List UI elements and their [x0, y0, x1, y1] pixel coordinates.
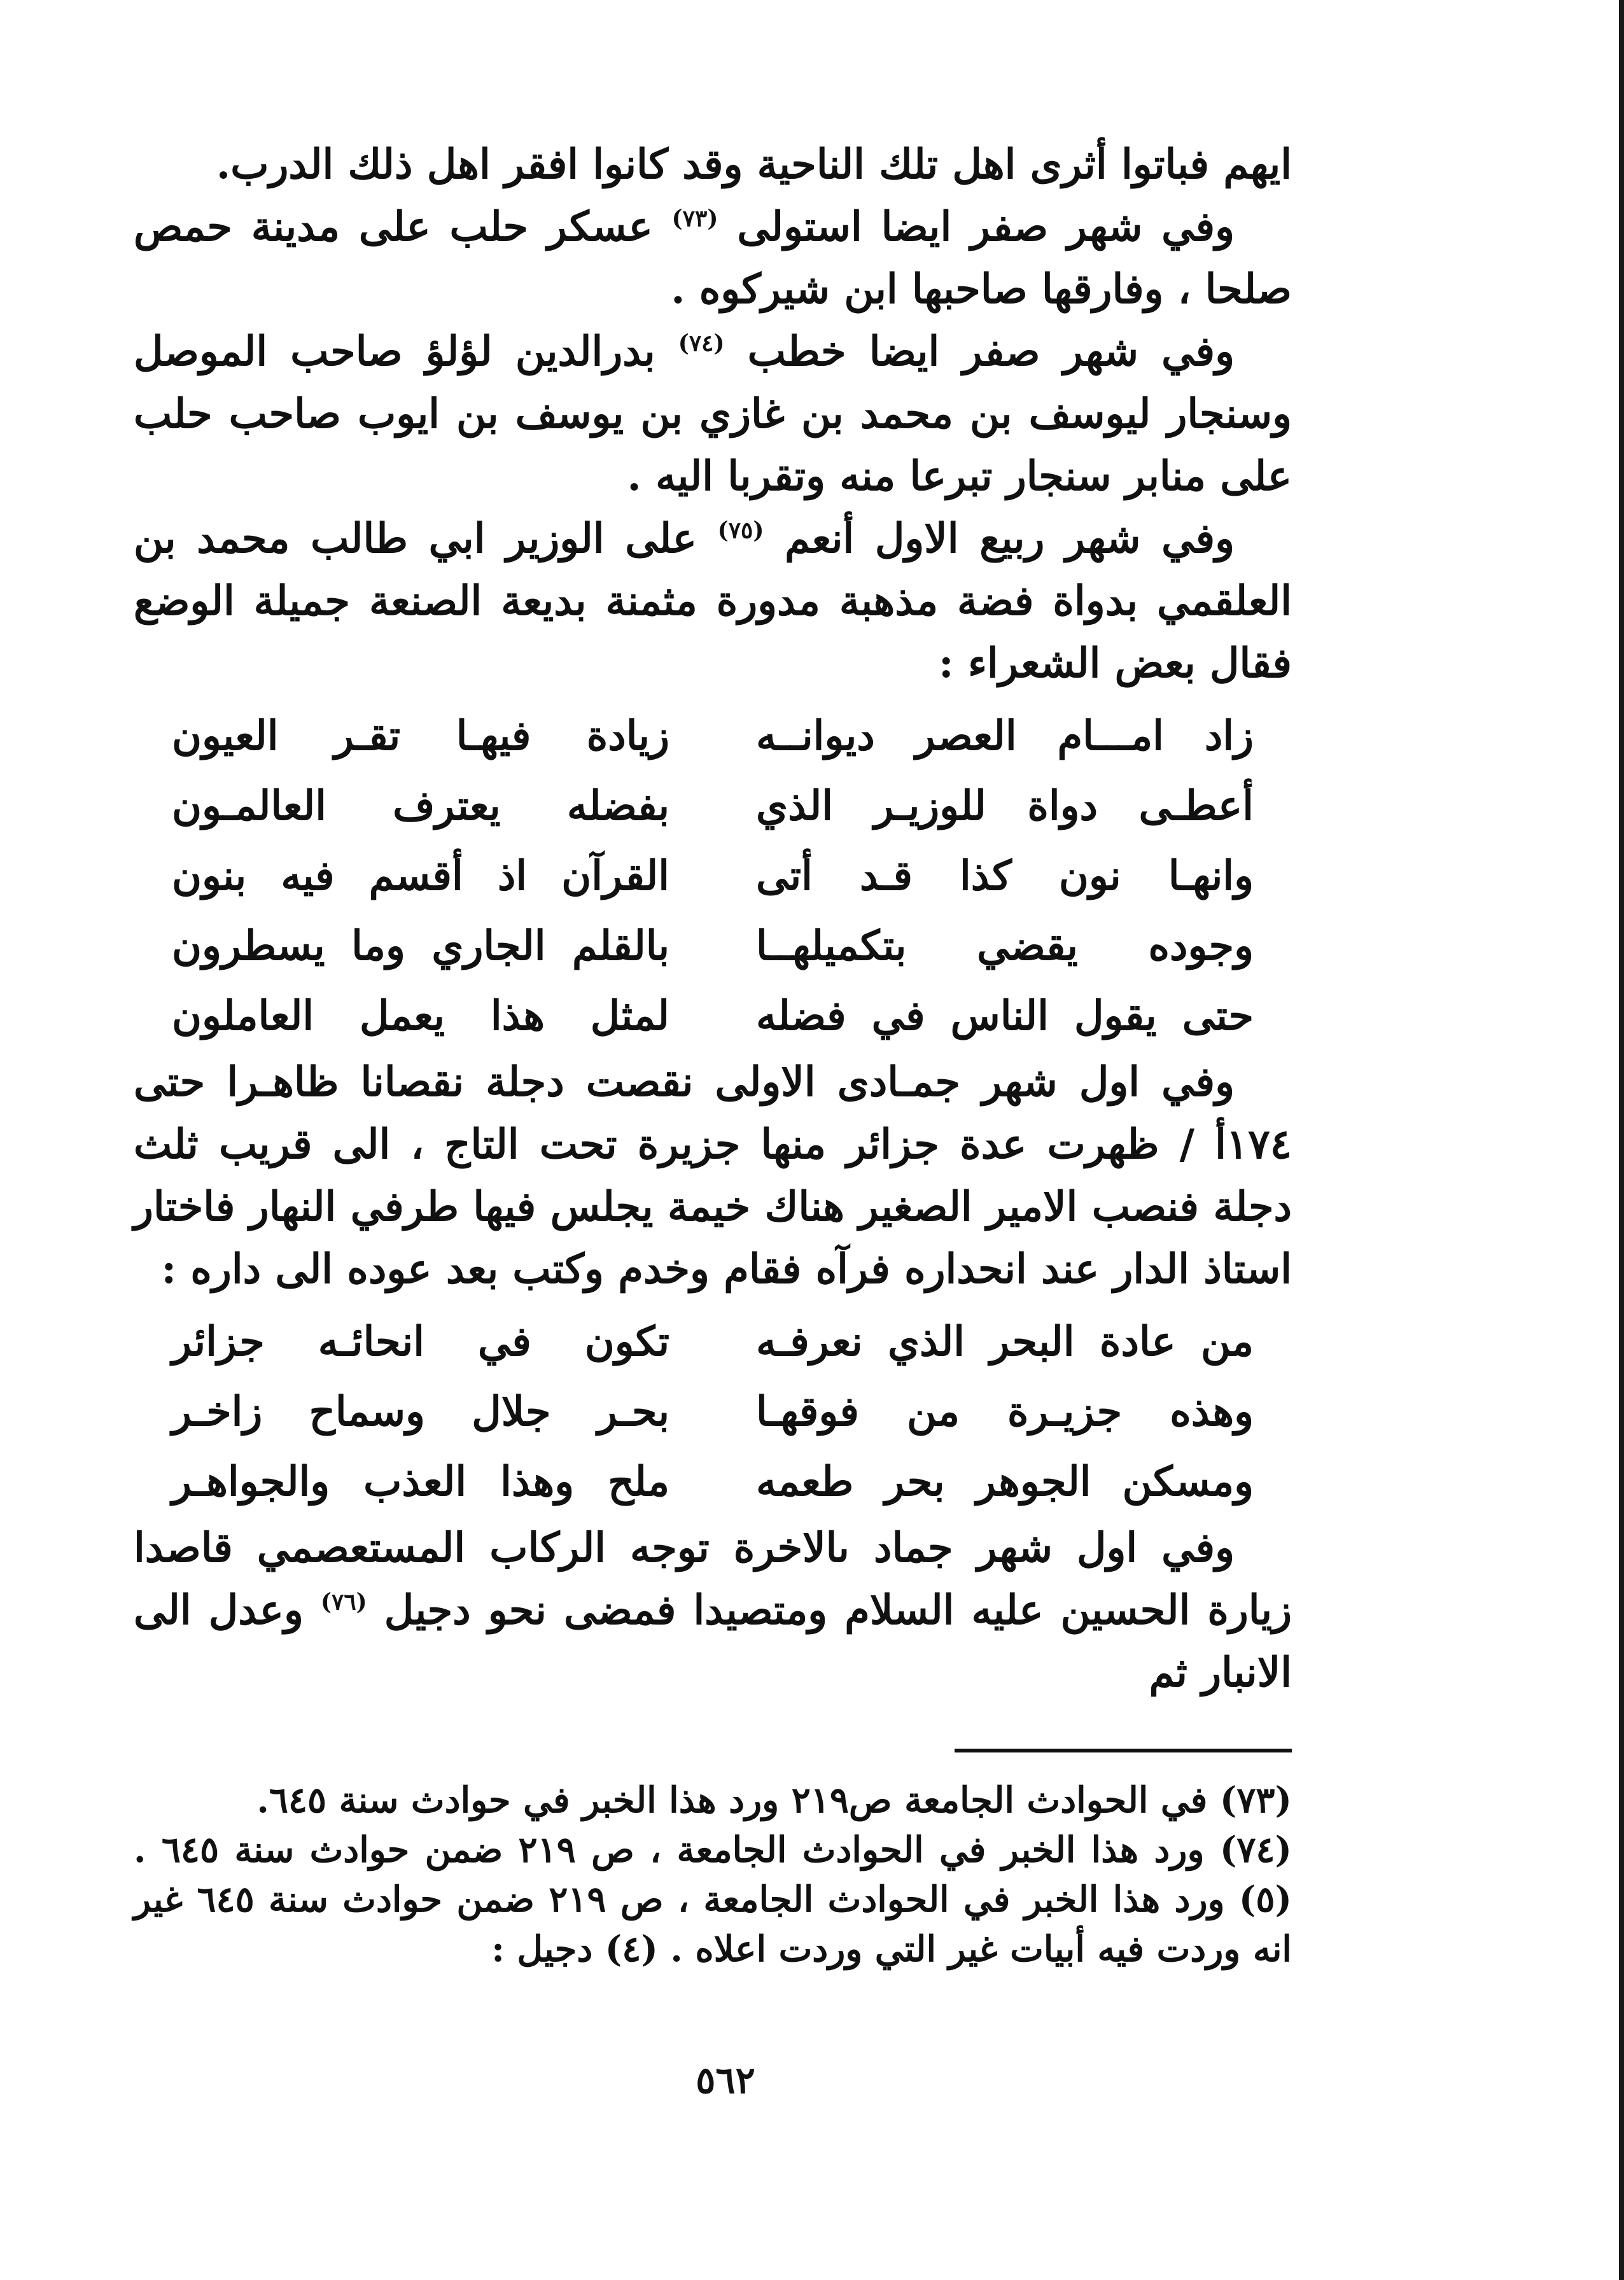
paragraph-4	[134, 508, 1292, 695]
footnote-74: (٧٤) ورد هذا الخبر في الحوادث الجامعة ، ص ٢١٩ ضمن حوادث سنة ٦٤٥ . (٥) ورد هذا الخبر في الحوادث الجامعة ، ص ٢١٩ ضمن حوادث سنة ٦٤٥ غير انه وردت فيه أبيات غير التي وردت اعلاه . (٤) دجيل :	[134, 1829, 1292, 1970]
verse-row	[172, 771, 1254, 841]
paragraph-4-before: وفي شهر ربيع الاول أنعم	[764, 515, 1235, 563]
verse-second-hemistich: القرآن اذ أقسم فيه بنون	[172, 852, 669, 900]
verse-row	[172, 841, 1254, 911]
verse-first-hemistich: حتى يقول الناس في فضله	[756, 992, 1254, 1040]
footnote-separator	[955, 1749, 1292, 1752]
verse-row	[172, 1447, 1254, 1517]
main-text	[134, 134, 1292, 1704]
verse-first-hemistich: أعطـى دواة للوزيـر الذي	[756, 782, 1254, 830]
page-edge	[1619, 0, 1624, 2280]
verse-first-hemistich: زاد امـــام العصر ديوانــه	[756, 712, 1254, 760]
verse-second-hemistich: تكون في انحائـه جزائر	[172, 1318, 669, 1366]
footnote-ref-76: (٧٦)	[320, 1588, 367, 1616]
paragraph-5	[134, 1051, 1292, 1301]
paragraph-2-before: وفي شهر صفر ايضا استولى	[718, 203, 1235, 251]
paragraph-6	[134, 1517, 1292, 1704]
verse-second-hemistich: لمثل هذا يعمل العاملون	[172, 992, 669, 1040]
verse-second-hemistich: ملح وهذا العذب والجواهـر	[172, 1458, 669, 1506]
verse-second-hemistich: بحـر جلال وسماح زاخـر	[172, 1388, 669, 1436]
paragraph-4-after: على الوزير ابي طالب محمد بن العلقمي بدواة فضة مذهبة مدورة مثمنة بديعة الصنعة جميلة الوضع فقال بعض الشعراء :	[134, 515, 1292, 687]
paragraph-2-after: عسكر حلب على مدينة حمص صلحا ، وفارقها صاحبها ابن شيركوه .	[134, 203, 1292, 313]
verse-row	[172, 911, 1254, 981]
footnotes	[134, 1775, 1292, 1974]
paragraph-1	[134, 134, 1292, 196]
paragraph-2	[134, 196, 1292, 321]
paragraph-6-before: وفي اول شهر جماد ىالاخرة توجه الركاب المستعصمي قاصدا زيارة الحسين عليه السلام ومتصيدا فمضى نحو دجيل	[134, 1524, 1292, 1634]
paragraph-6-after: وعدل الى الانبار ثم	[134, 1586, 1292, 1696]
verse-row	[172, 1377, 1254, 1447]
footnote-ref-75: (٧٥)	[717, 517, 764, 544]
footnote-73: (٧٣) في الحوادث الجامعة ص٢١٩ ورد هذا الخبر في حوادث سنة ٦٤٥.	[256, 1779, 1292, 1821]
footnote-ref-74: (٧٤)	[678, 330, 725, 357]
paragraph-3-before: وفي شهر صفر ايضا خطب	[724, 328, 1235, 375]
poem-2	[134, 1307, 1292, 1517]
paragraph-3	[134, 321, 1292, 508]
verse-second-hemistich: زيادة فيهـا تقـر العيون	[172, 712, 669, 760]
footnote-ref-73: (٧٣)	[671, 205, 718, 232]
verse-first-hemistich: وجوده يقضي بتكميلهــا	[756, 922, 1254, 970]
verse-row	[172, 981, 1254, 1051]
paragraph-3-after: بدرالدين لؤلؤ صاحب الموصل وسنجار ليوسف بن محمد بن غازي بن يوسف بن ايوب صاحب حلب على منابر سنجار تبرعا منه وتقربا اليه .	[134, 328, 1292, 500]
verse-row	[172, 1307, 1254, 1377]
paragraph-5-text: وفي اول شهر جمـادى الاولى نقصت دجلة نقصانا ظاهـرا حتى ١٧٤أ / ظهرت عدة جزائر منها جزيرة تحت التاج ، الى قريب ثلث دجلة فنصب الامير الصغير هناك خيمة يجلس فيها طرفي النهار فاختار استاذ الدار عند انحداره فرآه فقام وخدم وكتب بعد عوده الى داره :	[134, 1058, 1292, 1293]
poem-1	[134, 701, 1292, 1051]
verse-second-hemistich: بفضله يعترف العالمـون	[172, 782, 669, 830]
verse-row	[172, 701, 1254, 771]
verse-first-hemistich: من عادة البحر الذي نعرفـه	[756, 1318, 1254, 1366]
verse-second-hemistich: بالقلم الجاري وما يسطرون	[172, 922, 669, 970]
verse-first-hemistich: ومسكن الجوهر بحر طعمه	[756, 1458, 1254, 1506]
verse-first-hemistich: وانهـا نون كذا قـد أتى	[756, 852, 1254, 900]
verse-first-hemistich: وهذه جزيـرة من فوقهـا	[756, 1388, 1254, 1436]
page-number: ٥٦٢	[696, 2059, 755, 2102]
paragraph-1-text: ايهم فباتوا أثرى اهل تلك الناحية وقد كانوا افقر اهل ذلك الدرب.	[216, 141, 1292, 188]
